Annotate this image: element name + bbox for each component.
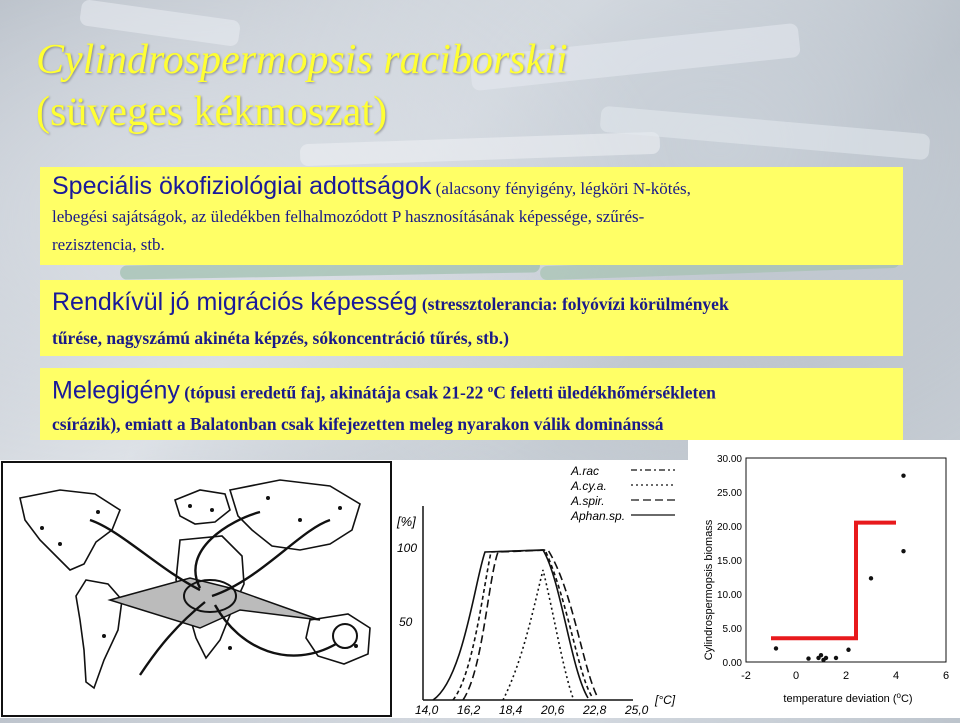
scatter-ytick: 25.00 <box>716 488 742 499</box>
scatter-ytick: 10.00 <box>716 590 742 601</box>
scatter-ytick: 30.00 <box>716 454 742 465</box>
warmth-text: (tópusi eredetű faj, akinátája csak 21-22 <box>179 382 488 403</box>
scatter-point <box>819 653 823 657</box>
ecophysiology-box <box>40 167 903 265</box>
scatter-xlabel: temperature deviation ($^o$C) <box>783 691 913 705</box>
legend-label: A.cy.a. <box>571 479 607 493</box>
migration-map-figure <box>0 460 393 718</box>
scatter-xtick: 2 <box>842 670 850 682</box>
warmth-text: C feletti üledékhőmérsékleten <box>493 382 716 403</box>
curve-a-spir <box>453 550 593 700</box>
curve-xtick: 22,8 <box>583 703 607 717</box>
legend-label: Aphan.sp. <box>571 509 626 523</box>
migration-heading: Rendkívül jó migrációs képesség <box>52 288 418 316</box>
scatter-ytick: 5.00 <box>722 624 742 635</box>
scatter-point <box>774 646 778 650</box>
ecophysiology-text: (alacsony fényigény, légköri N-kötés, <box>431 179 691 198</box>
scatter-ylabel: Cylindrospermopsis biomass <box>703 519 715 661</box>
biomass-scatter-figure <box>688 440 960 718</box>
curve-xtick: 20,6 <box>541 703 565 717</box>
ecophysiology-text: lebegési sajátságok, az üledékben felhalmozódott P hasznosításának képessége, szűrés- <box>52 207 645 226</box>
scatter-xtick: 0 <box>792 670 800 682</box>
curve-xtick: 14,0 <box>415 703 439 717</box>
ecophysiology-heading: Speciális ökofiziológiai adottságok <box>52 172 432 200</box>
migration-text: tűrése, nagyszámú akinéta képzés, sókoncentráció tűrés, stb.) <box>52 328 509 348</box>
warmth-box <box>40 368 903 440</box>
curve-xtick: 18,4 <box>499 703 523 717</box>
scatter-xtick: 6 <box>942 670 950 682</box>
scatter-ytick: 20.00 <box>716 522 742 533</box>
slide-subtitle: (süveges kékmoszat) <box>36 89 388 135</box>
warmth-heading: Melegigény <box>52 376 180 405</box>
curve-a-rac <box>433 550 588 700</box>
scatter-point <box>901 473 905 477</box>
legend-label: A.spir. <box>571 494 605 508</box>
curve-xtick: 25,0 <box>625 703 649 717</box>
scatter-point <box>846 648 850 652</box>
scatter-xtick: 4 <box>892 670 900 682</box>
curve-ylabel: [%] <box>397 514 416 529</box>
curve-aphan <box>503 570 573 700</box>
scatter-point <box>824 656 828 660</box>
curve-ytick: 100 <box>397 541 418 555</box>
temperature-curves-figure <box>393 460 688 718</box>
temperature-curves-chart <box>393 460 688 718</box>
legend-label: A.rac <box>571 464 600 478</box>
migration-box <box>40 280 903 356</box>
curve-ytick: 50 <box>399 615 413 629</box>
scatter-point <box>806 656 810 660</box>
scatter-point <box>901 549 905 553</box>
curve-xunit: [°C] <box>655 693 676 707</box>
slide-title: Cylindrospermopsis raciborskii <box>36 37 568 83</box>
warmth-text: csírázik), emiatt a Balatonban csak kifejezetten meleg nyarakon válik dominánssá <box>52 414 664 435</box>
scatter-point <box>834 656 838 660</box>
background-streak <box>300 132 661 167</box>
scatter-ytick: 0.00 <box>722 658 742 669</box>
ecophysiology-text: rezisztencia, stb. <box>52 235 165 254</box>
threshold-step-line <box>771 523 896 639</box>
curve-xtick: 16,2 <box>457 703 481 717</box>
biomass-scatter-chart <box>688 440 960 718</box>
scatter-xtick: -2 <box>741 670 751 682</box>
scatter-point <box>869 576 873 580</box>
migration-map <box>0 460 393 718</box>
scatter-ytick: 15.00 <box>716 556 742 567</box>
migration-text: (stressztolerancia: folyóvízi körülmények <box>417 294 729 314</box>
curve-a-cya <box>463 550 598 700</box>
degree-superscript: o <box>487 383 494 395</box>
